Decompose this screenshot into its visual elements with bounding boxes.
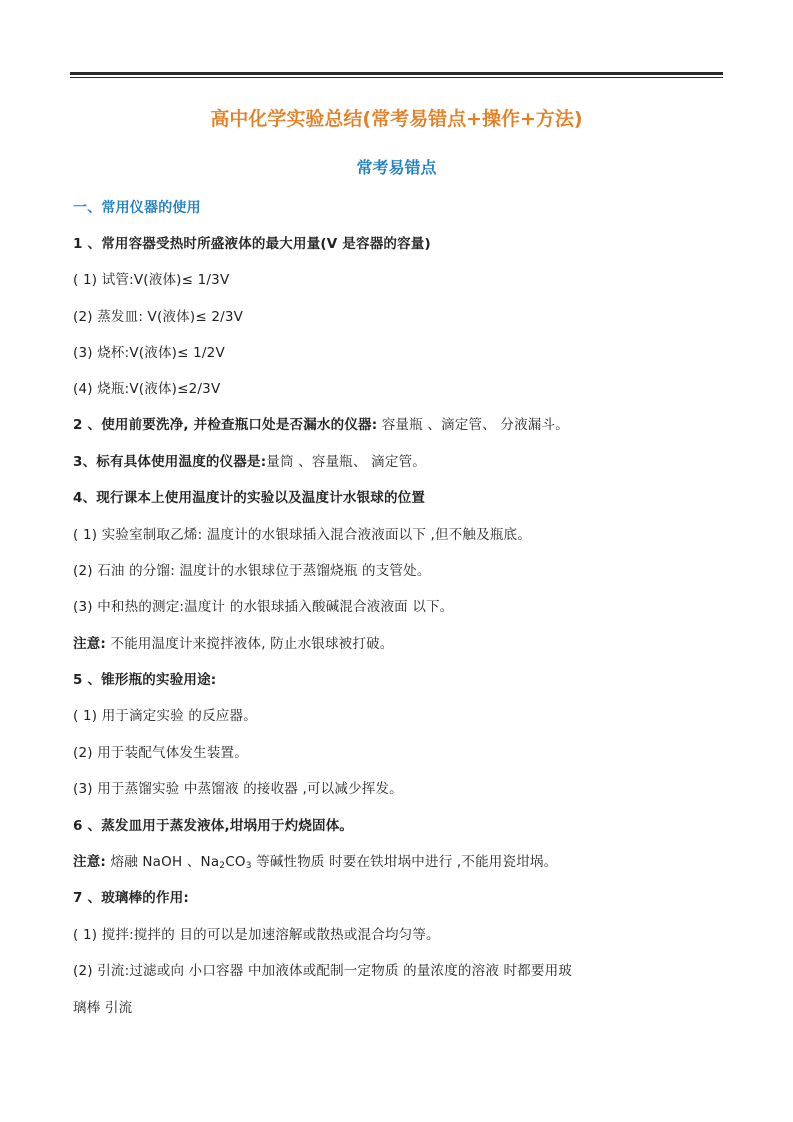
item6-note-sub2: 3 — [245, 861, 252, 871]
section-heading-1: 一、常用仪器的使用 — [73, 200, 201, 216]
item2-label: 2 、使用前要洗净, 并检查瓶口处是否漏水的仪器: — [73, 417, 378, 433]
document-title: 高中化学实验总结(常考易错点+操作+方法) — [210, 108, 583, 130]
item1-heading: 1 、常用容器受热时所盛液体的最大用量(V 是容器的容量) — [73, 236, 431, 252]
item4-sub2: (2) 石油 的分馏: 温度计的水银球位于蒸馏烧瓶 的支管处。 — [73, 563, 431, 579]
item2-text: 容量瓶 、滴定管、 分液漏斗。 — [377, 417, 569, 433]
item1-sub2: (2) 蒸发皿: V(液体)≤ 2/3V — [73, 309, 244, 325]
item5-heading: 5 、锥形瓶的实验用途: — [73, 672, 217, 688]
header-rule-thin — [70, 77, 723, 78]
item6-note-post: 等碱性物质 时要在铁坩埚中进行 ,不能用瓷坩埚。 — [251, 854, 558, 870]
item1-sub3: (3) 烧杯:V(液体)≤ 1/2V — [73, 345, 225, 361]
item4-sub3: (3) 中和热的测定:温度计 的水银球插入酸碱混合液液面 以下。 — [73, 599, 454, 615]
item4-heading: 4、现行课本上使用温度计的实验以及温度计水银球的位置 — [73, 490, 426, 506]
item3-label: 3、标有具体使用温度的仪器是: — [73, 454, 267, 470]
item6-note-pre: 熔融 NaOH 、Na — [106, 854, 220, 870]
item7-sub2-line1: (2) 引流:过滤或向 小口容器 中加液体或配制一定物质 的量浓度的溶液 时都要用玻 — [73, 963, 573, 979]
document-subtitle: 常考易错点 — [356, 158, 437, 177]
item2-line — [73, 415, 569, 435]
item4-note-label: 注意: — [73, 636, 106, 652]
item7-heading: 7 、玻璃棒的作用: — [73, 890, 189, 906]
item6-note-sub1: 2 — [219, 861, 226, 871]
item6-note-mid: CO — [225, 854, 246, 870]
item7-sub1: ( 1) 搅拌:搅拌的 目的可以是加速溶解或散热或混合均匀等。 — [73, 927, 440, 943]
item4-note — [73, 634, 393, 654]
item5-sub1: ( 1) 用于滴定实验 的反应器。 — [73, 708, 257, 724]
item1-sub1: ( 1) 试管:V(液体)≤ 1/3V — [73, 272, 230, 288]
item3-line — [73, 452, 426, 472]
item4-sub1: ( 1) 实验室制取乙烯: 温度计的水银球插入混合液液面以下 ,但不触及瓶底。 — [73, 527, 531, 543]
item6-heading: 6 、蒸发皿用于蒸发液体,坩埚用于灼烧固体。 — [73, 818, 354, 834]
header-rule-thick — [70, 72, 723, 75]
item6-note-label: 注意: — [73, 854, 106, 870]
item6-note — [73, 852, 557, 872]
item4-note-text: 不能用温度计来搅拌液体, 防止水银球被打破。 — [106, 636, 394, 652]
item7-sub2-line2: 璃棒 引流 — [73, 1000, 133, 1016]
item3-text: 量筒 、容量瓶、 滴定管。 — [266, 454, 426, 470]
item1-sub4: (4) 烧瓶:V(液体)≤2/3V — [73, 381, 221, 397]
item5-sub2: (2) 用于装配气体发生装置。 — [73, 745, 248, 761]
item5-sub3: (3) 用于蒸馏实验 中蒸馏液 的接收器 ,可以减少挥发。 — [73, 781, 403, 797]
